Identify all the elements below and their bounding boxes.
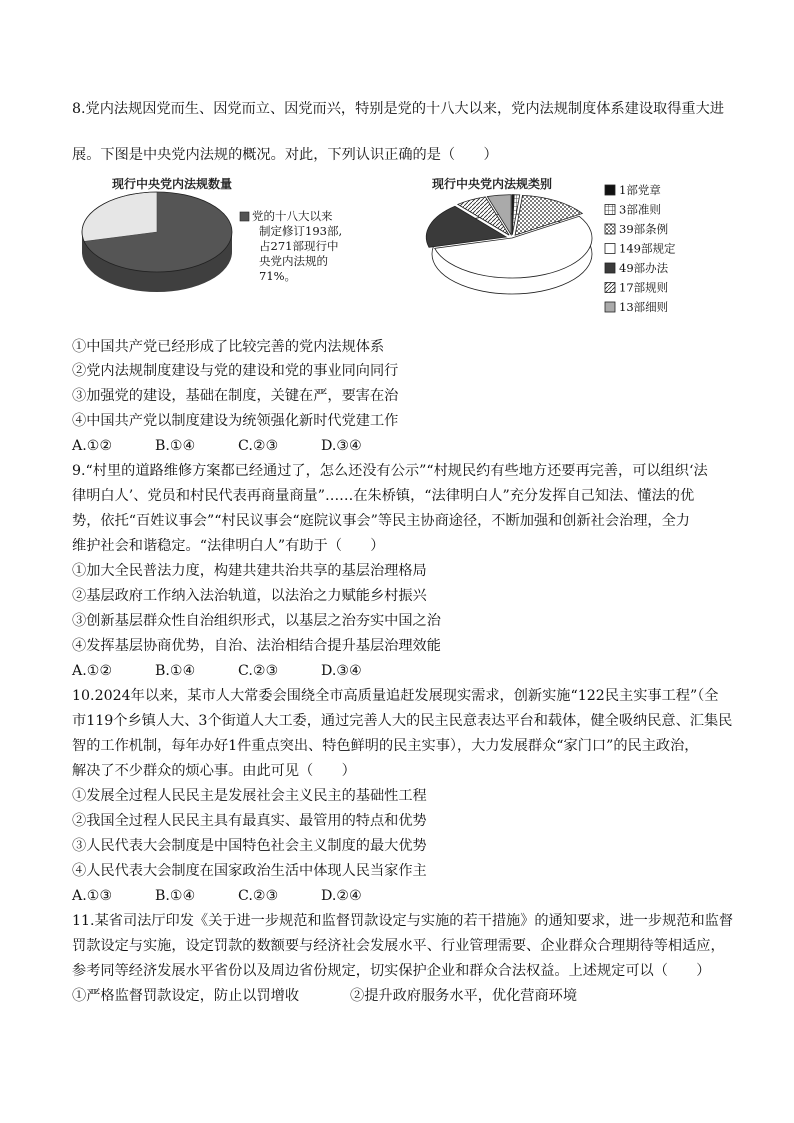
chart1-title: 现行中央党内法规数量: [112, 177, 233, 191]
q9-stem-line: 维护社会和谐稳定。“法律明白人”有助于（ ）: [72, 538, 385, 554]
chart1-annotation-line: 制定修订193部,: [259, 224, 343, 238]
chart2-legend-swatch: [605, 185, 615, 195]
q9-statement: ①加大全民普法力度，构建共建共治共享的基层治理格局: [72, 563, 427, 579]
chart2-legend-swatch: [605, 244, 615, 254]
q9-option-d[interactable]: D.③④: [321, 663, 362, 679]
chart2-title: 现行中央党内法规类别: [432, 177, 553, 191]
chart1-pie: [82, 192, 232, 292]
chart2-legend-swatch: [605, 205, 615, 215]
chart1-annotation-line: 党的十八大以来: [252, 209, 333, 223]
chart2-legend-label: 149部规定: [619, 241, 676, 256]
q10-stem-line: 10.2024年以来，某市人大常委会围绕全市高质量追赶发展现实需求，创新实施“122民主实事工程”（全: [72, 688, 719, 704]
q9-statement: ④发挥基层协商优势，自治、法治相结合提升基层治理效能: [72, 638, 441, 654]
chart2-legend-swatch: [605, 224, 615, 234]
q10-option-b[interactable]: B.①④: [155, 888, 196, 904]
q10-option-d[interactable]: D.②④: [321, 888, 362, 904]
chart1-annotation-line: 央党内法规的: [259, 254, 328, 268]
chart2-legend-label: 49部办法: [619, 261, 669, 275]
chart2-legend-label: 13部细则: [619, 300, 669, 314]
q10-statement: ②我国全过程人民民主具有最真实、最管用的特点和优势: [72, 813, 427, 829]
q10-statement: ③人民代表大会制度是中国特色社会主义制度的最大优势: [72, 838, 427, 854]
chart2-legend: [605, 183, 676, 314]
q11-stem-line: 罚款设定与实施，设定罚款的数额要与经济社会发展水平、行业管理需要、企业群众合理期待等相适应，: [72, 938, 725, 954]
chart2-legend-swatch: [605, 283, 615, 293]
chart1-annotation: [252, 209, 342, 283]
chart1-annotation-line: 占271部现行中: [259, 239, 339, 253]
q8-option-d[interactable]: D.③④: [321, 438, 362, 454]
q11-statement: ①严格监督罚款设定，防止以罚增收: [72, 988, 300, 1004]
q9-option-b[interactable]: B.①④: [155, 663, 196, 679]
q10-stem-line: 智的工作机制，每年办好1件重点突出、特色鲜明的民主实事），大力发展群众“家门口”的民主政治，: [72, 738, 699, 754]
q9-option-c[interactable]: C.②③: [238, 663, 279, 679]
q8-statement: ①中国共产党已经形成了比较完善的党内法规体系: [72, 339, 385, 355]
chart2-legend-label: 39部条例: [619, 222, 669, 236]
q8-statement: ②党内法规制度建设与党的建设和党的事业同向同行: [72, 363, 399, 379]
q11-statement: ②提升政府服务水平，优化营商环境: [350, 988, 578, 1004]
q8-statement: ③加强党的建设，基础在制度，关键在严，要害在治: [72, 388, 399, 404]
q10-stem-line: 解决了不少群众的烦心事。由此可见（ ）: [72, 763, 356, 779]
q11-stem-line: 11.某省司法厅印发《关于进一步规范和监督罚款设定与实施的若干措施》的通知要求，进一步规范和监督: [72, 913, 734, 929]
chart2-legend-label: 1部党章: [619, 183, 661, 197]
q9-option-a[interactable]: A.①②: [72, 663, 113, 679]
q9-stem-line: 势，依托“百姓议事会”“村民议事会“庭院议事会”等民主协商途径，不断加强和创新社会治理，全力: [72, 513, 690, 529]
chart2-legend-label: 3部准则: [619, 202, 661, 217]
q10-statement: ①发展全过程人民民主是发展社会主义民主的基础性工程: [72, 788, 427, 804]
q8-charts: [72, 170, 732, 330]
q10-option-c[interactable]: C.②③: [238, 888, 279, 904]
q11-stem-line: 参考同等经济发展水平省份以及周边省份规定，切实保护企业和群众合法权益。上述规定可以（ ）: [72, 963, 711, 979]
q9-stem-line: 律明白人’、党员和村民代表再商量商量”……在朱桥镇，“法律明白人”充分发挥自己知法、懂法的优: [72, 488, 695, 504]
q9-statement: ②基层政府工作纳入法治轨道，以法治之力赋能乡村振兴: [72, 588, 427, 604]
q10-option-a[interactable]: A.①③: [72, 888, 113, 904]
q8-statement: ④中国共产党以制度建设为统领强化新时代党建工作: [72, 413, 399, 429]
chart2-legend-swatch: [605, 263, 615, 273]
q8-option-b[interactable]: B.①④: [155, 438, 196, 454]
q10-statement: ④人民代表大会制度在国家政治生活中体现人民当家作主: [72, 863, 427, 879]
chart1-annotation-line: 71%。: [259, 269, 297, 283]
q9-stem-line: 9.“村里的道路维修方案都已经通过了，怎么还没有公示”“村规民约有些地方还要再完善，可以组织‘法: [72, 463, 708, 479]
chart2-legend-label: 17部规则: [619, 280, 669, 295]
q8-option-a[interactable]: A.①②: [72, 438, 113, 454]
q10-stem-line: 市119个乡镇人大、3个街道人大工委，通过完善人大的民主民意表达平台和载体，健全吸纳民意、汇集民: [72, 713, 733, 729]
q8-stem-line-1: 8.党内法规因党而生、因党而立、因党而兴，特别是党的十八大以来，党内法规制度体系建设取得重大进: [72, 101, 724, 117]
q8-option-c[interactable]: C.②③: [238, 438, 279, 454]
chart2-legend-swatch: [605, 302, 615, 312]
q9-statement: ③创新基层群众性自治组织形式，以基层之治夯实中国之治: [72, 613, 441, 629]
q8-stem-line-2: 展。下图是中央党内法规的概况。对此，下列认识正确的是（ ）: [72, 147, 498, 163]
chart1-legend-swatch: [240, 212, 249, 221]
chart2-pie: [426, 195, 592, 294]
